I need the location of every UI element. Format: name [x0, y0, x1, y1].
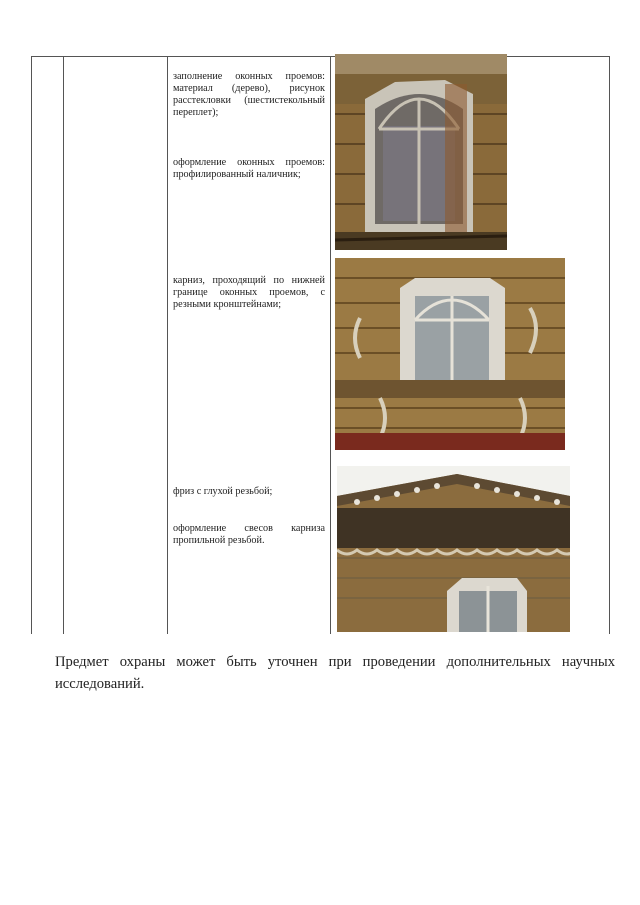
table-column-divider-1	[63, 56, 64, 634]
table-border-left	[31, 56, 32, 634]
description-cell-2	[173, 275, 325, 311]
frieze-carving-photo	[337, 466, 570, 632]
description-cell-3b	[173, 523, 325, 547]
description-cell-1b	[173, 157, 325, 181]
table-column-divider-2	[167, 56, 168, 634]
cornice-brackets-photo	[335, 258, 565, 450]
table-top-border	[31, 56, 610, 57]
description-paragraph: оформление оконных проемов: профилированный наличник;	[173, 157, 325, 180]
window-frame-photo	[335, 54, 507, 250]
table-border-right	[609, 56, 610, 634]
table-column-divider-3	[330, 56, 331, 634]
description-paragraph: заполнение оконных проемов: материал (дерево), рисунок расстекловки (шестистекольный переплет);	[173, 71, 325, 118]
description-cell-1	[173, 71, 325, 119]
description-paragraph: фриз с глухой резьбой;	[173, 486, 273, 497]
footer-note: Предмет охраны может быть уточнен при проведении дополнительных научных исследований.	[55, 654, 615, 692]
description-paragraph: оформление свесов карниза пропильной резьбой.	[173, 523, 325, 546]
description-paragraph: карниз, проходящий по нижней границе оконных проемов, с резными кронштейнами;	[173, 275, 325, 310]
description-cell-3	[173, 486, 325, 498]
